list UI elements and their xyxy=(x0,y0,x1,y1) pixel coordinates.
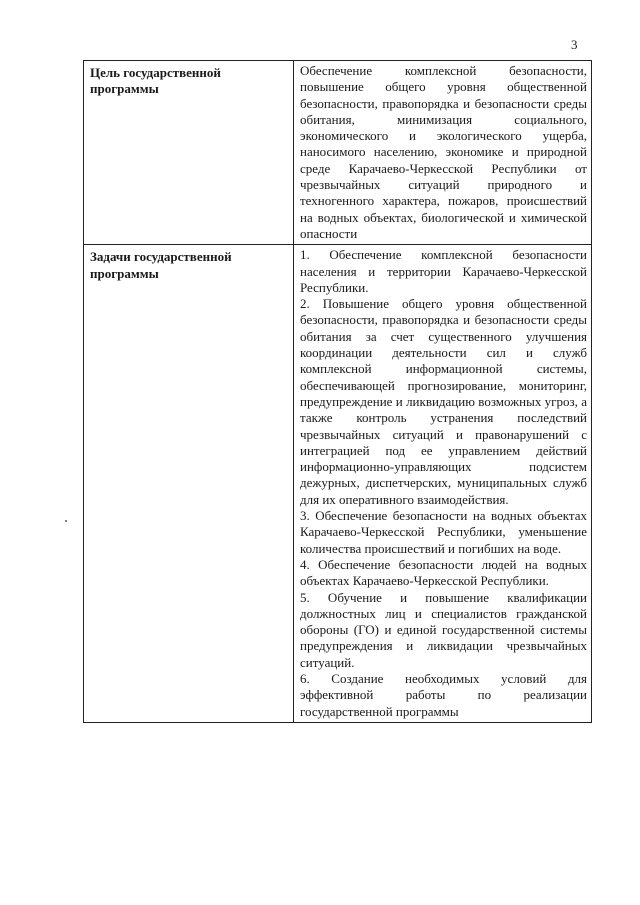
task-item-2: 2. Повышение общего уровня общественной безопасности, правопорядка и безопасности среды обитания за счет существенного улучшения координации деятельности сил и служб комплексной информационной системы, обеспечивающей прогнозирование, мониторинг, предупреждение и ликвидацию возможных угроз, а также контроль устранения последствий чрезвычайных ситуаций и правонарушений с интеграцией под ее управлением действий информационно-управляющих подсистем дежурных, диспетчерских, муниципальных служб для их оперативного взаимодействия. xyxy=(300,296,587,507)
tasks-label-cell xyxy=(84,245,294,723)
goal-label: Цель государственной программы xyxy=(90,65,221,97)
task-item-1: 1. Обеспечение комплексной безопасности населения и территории Карачаево-Черкесской Республики. xyxy=(300,247,587,295)
scan-speck xyxy=(65,520,67,522)
task-item-3: 3. Обеспечение безопасности на водных объектах Карачаево-Черкесской Республики, уменьшение количества происшествий и погибших на воде. xyxy=(300,508,587,556)
tasks-value-cell xyxy=(294,245,592,723)
tasks-label: Задачи государственной программы xyxy=(90,249,232,281)
goal-label-cell xyxy=(84,61,294,245)
goal-value-cell xyxy=(294,61,592,245)
table-row-tasks xyxy=(84,245,592,723)
task-item-4: 4. Обеспечение безопасности людей на водных объектах Карачаево-Черкесской Республики. xyxy=(300,556,587,589)
task-item-5: 5. Обучение и повышение квалификации должностных лиц и специалистов гражданской обороны (ГО) и единой государственной системы предупреждения и ликвидации чрезвычайных ситуаций. xyxy=(300,589,587,670)
page-number: 3 xyxy=(571,37,578,52)
program-passport-table xyxy=(83,60,592,723)
table-row-goal xyxy=(84,61,592,245)
task-item-6: 6. Создание необходимых условий для эффективной работы по реализации государственной программы xyxy=(300,670,587,719)
goal-text: Обеспечение комплексной безопасности, повышение общего уровня общественной безопасности, правопорядка и безопасности среды обитания, минимизация социального, экономического и экологического ущерба, наносимого населению, экономике и природной среде Карачаево-Черкесской Республики от чрезвычайных ситуаций природного и техногенного характера, пожаров, происшествий на водных объектах, биологической и химической опасности xyxy=(300,63,587,241)
